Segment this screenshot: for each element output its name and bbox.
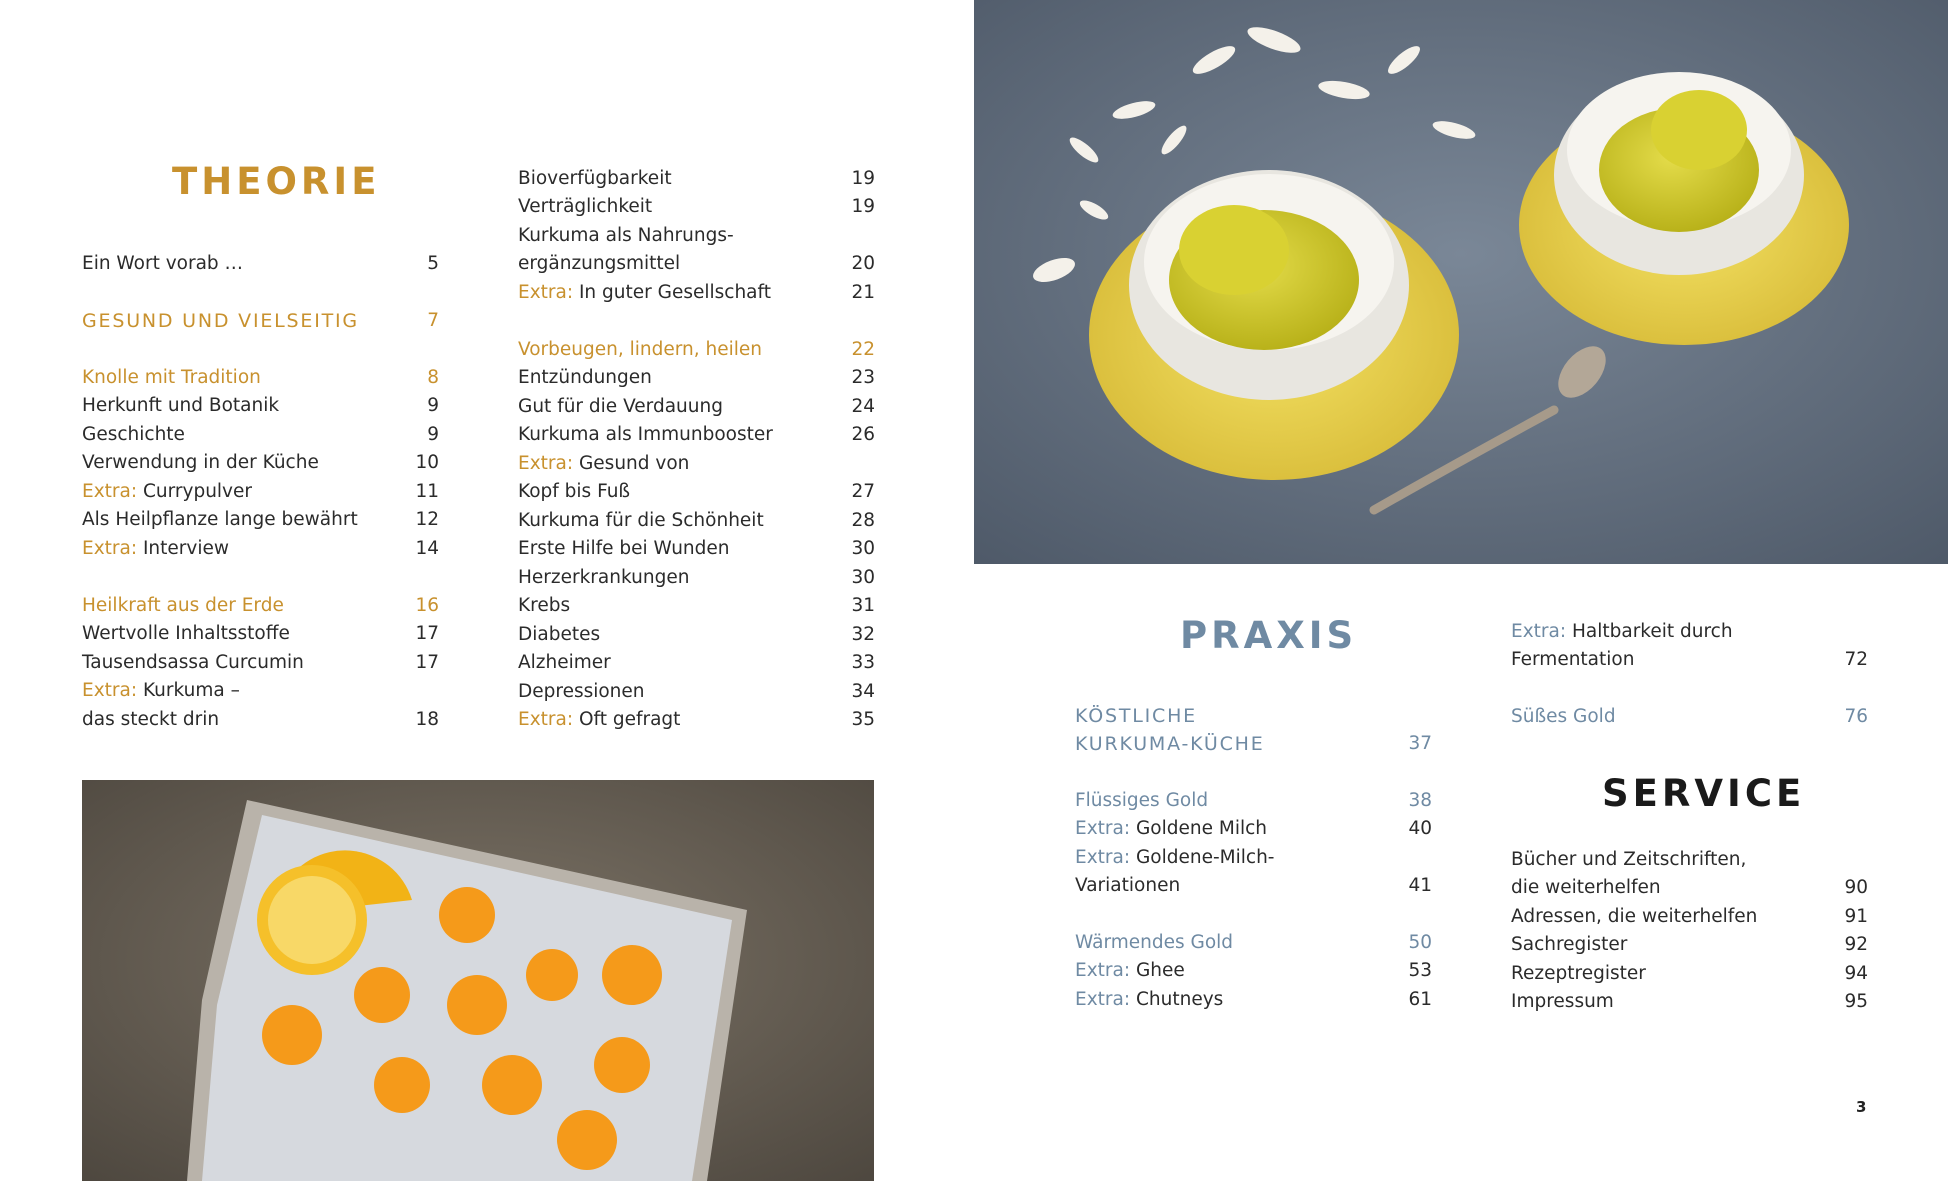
toc-entry[interactable]: Verwendung in der Küche 10 (82, 452, 439, 473)
toc-entry[interactable]: Extra: Goldene-Milch- (1075, 847, 1275, 868)
toc-entry[interactable]: Extra: Kurkuma – (82, 680, 240, 701)
toc-entry[interactable]: Herkunft und Botanik 9 (82, 395, 439, 416)
toc-theorie-col2 (518, 165, 875, 735)
toc-entry[interactable]: Extra: Interview 14 (82, 538, 439, 559)
toc-entry[interactable]: Alzheimer 33 (518, 652, 875, 673)
toc-entry[interactable]: Variationen 41 (1075, 875, 1432, 896)
toc-entry[interactable]: Erste Hilfe bei Wunden 30 (518, 538, 875, 559)
toc-praxis-col2 (1511, 618, 1868, 728)
toc-entry[interactable]: Extra: Goldene Milch 40 (1075, 818, 1432, 839)
toc-entry[interactable]: Tausendsassa Curcumin 17 (82, 652, 439, 673)
toc-entry[interactable]: Impressum 95 (1511, 991, 1868, 1012)
toc-entry[interactable]: Adressen, die weiterhelfen 91 (1511, 906, 1868, 927)
toc-entry[interactable]: Als Heilpflanze lange bewährt 12 (82, 509, 439, 530)
toc-entry[interactable]: Sachregister 92 (1511, 934, 1868, 955)
theorie-heading: THEORIE (172, 160, 381, 203)
toc-chapter-title[interactable]: Knolle mit Tradition 8 (82, 367, 439, 388)
toc-entry[interactable]: Extra: Ghee 53 (1075, 960, 1432, 981)
toc-entry[interactable]: Entzündungen 23 (518, 367, 875, 388)
toc-entry[interactable]: Bücher und Zeitschriften, (1511, 849, 1747, 870)
toc-entry[interactable]: Bioverfügbarkeit 19 (518, 168, 875, 189)
toc-entry[interactable]: das steckt drin 18 (82, 709, 439, 730)
toc-theorie-col1 (82, 250, 439, 730)
toc-chapter-title[interactable]: Wärmendes Gold 50 (1075, 932, 1432, 953)
toc-section-title[interactable]: KURKUMA-KÜCHE 37 (1075, 733, 1432, 755)
toc-entry[interactable]: Ein Wort vorab … 5 (82, 253, 439, 274)
toc-entry[interactable]: Extra: Currypulver 11 (82, 481, 439, 502)
toc-entry[interactable]: Kopf bis Fuß 27 (518, 481, 875, 502)
toc-entry[interactable]: Geschichte 9 (82, 424, 439, 445)
toc-entry[interactable]: Verträglichkeit 19 (518, 196, 875, 217)
toc-entry[interactable]: Extra: Oft gefragt 35 (518, 709, 875, 730)
toc-entry[interactable]: Kurkuma als Immunbooster 26 (518, 424, 875, 445)
service-heading: SERVICE (1602, 772, 1806, 815)
toc-entry[interactable]: ergänzungsmittel 20 (518, 253, 875, 274)
toc-entry[interactable]: Fermentation 72 (1511, 649, 1868, 670)
turmeric-gummies-photo (82, 780, 874, 1181)
toc-entry[interactable]: Extra: Chutneys 61 (1075, 989, 1432, 1010)
toc-entry[interactable]: Extra: Gesund von (518, 453, 690, 474)
toc-praxis-col1 (1075, 702, 1432, 1022)
toc-section-title[interactable]: KÖSTLICHE (1075, 705, 1197, 727)
toc-chapter-title[interactable]: Vorbeugen, lindern, heilen 22 (518, 339, 875, 360)
toc-entry[interactable]: Wertvolle Inhaltsstoffe 17 (82, 623, 439, 644)
page-number: 3 (1856, 1098, 1867, 1116)
toc-entry[interactable]: Diabetes 32 (518, 624, 875, 645)
toc-entry[interactable]: Krebs 31 (518, 595, 875, 616)
turmeric-gummies-illustration (82, 780, 874, 1181)
toc-entry[interactable]: die weiterhelfen 90 (1511, 877, 1868, 898)
toc-entry[interactable]: Depressionen 34 (518, 681, 875, 702)
toc-section-title[interactable]: GESUND UND VIELSEITIG 7 (82, 310, 439, 332)
toc-entry[interactable]: Gut für die Verdauung 24 (518, 396, 875, 417)
toc-entry[interactable]: Extra: Haltbarkeit durch (1511, 621, 1733, 642)
toc-service (1511, 846, 1868, 1026)
toc-chapter-title[interactable]: Flüssiges Gold 38 (1075, 790, 1432, 811)
toc-entry[interactable]: Rezeptregister 94 (1511, 963, 1868, 984)
toc-entry[interactable]: Herzerkrankungen 30 (518, 567, 875, 588)
toc-chapter-title[interactable]: Heilkraft aus der Erde 16 (82, 595, 439, 616)
toc-chapter-title[interactable]: Süßes Gold 76 (1511, 706, 1868, 727)
ice-cream-bowls-illustration (974, 0, 1948, 564)
ice-cream-bowls-photo (974, 0, 1948, 564)
toc-entry[interactable]: Extra: In guter Gesellschaft 21 (518, 282, 875, 303)
toc-entry[interactable]: Kurkuma als Nahrungs- (518, 225, 734, 246)
toc-entry[interactable]: Kurkuma für die Schönheit 28 (518, 510, 875, 531)
praxis-heading: PRAXIS (1180, 614, 1358, 657)
